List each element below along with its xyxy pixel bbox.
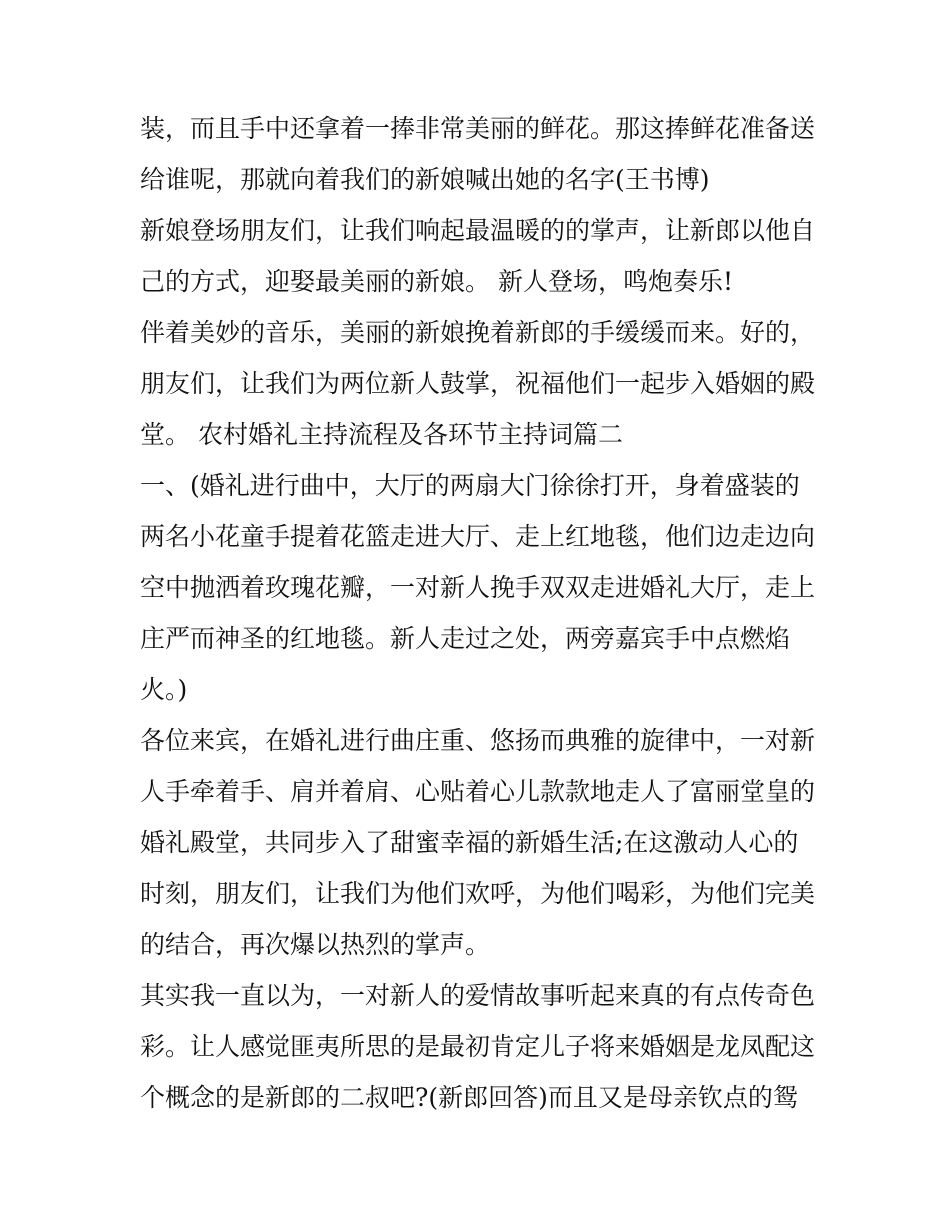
text-line: 伴着美妙的音乐，美丽的新娘挽着新郎的手缓缓而来。好的，: [140, 318, 816, 347]
text-line: 人手牵着手、肩并着肩、心贴着心儿款款地走人了富丽堂皇的: [140, 777, 816, 806]
text-line: 火。): [140, 675, 188, 704]
text-line: 新娘登场朋友们，让我们响起最温暖的的掌声，让新郎以他自: [140, 216, 816, 245]
text-line: 己的方式，迎娶最美丽的新娘。 新人登场，鸣炮奏乐!: [140, 267, 733, 296]
text-line: 时刻，朋友们，让我们为他们欢呼，为他们喝彩，为他们完美: [140, 879, 816, 908]
text-line: 个概念的是新郎的二叔吧?(新郎回答)而且又是母亲钦点的鸳: [140, 1083, 798, 1112]
text-line: 庄严而神圣的红地毯。新人走过之处，两旁嘉宾手中点燃焰: [140, 624, 791, 653]
text-line: 其实我一直以为，一对新人的爱情故事听起来真的有点传奇色: [140, 981, 816, 1010]
text-line: 的结合，再次爆以热烈的掌声。: [140, 930, 491, 959]
text-line: 两名小花童手提着花篮走进大厅、走上红地毯，他们边走边向: [140, 522, 816, 551]
text-line: 装，而且手中还拿着一捧非常美丽的鲜花。那这捧鲜花准备送: [140, 114, 816, 143]
text-line: 朋友们，让我们为两位新人鼓掌，祝福他们一起步入婚姻的殿: [140, 369, 816, 398]
text-line: 婚礼殿堂，共同步入了甜蜜幸福的新婚生活;在这激动人心的: [140, 828, 799, 857]
text-line: 一、(婚礼进行曲中，大厅的两扇大门徐徐打开，身着盛装的: [140, 471, 800, 500]
text-line: 堂。 农村婚礼主持流程及各环节主持词篇二: [140, 420, 623, 449]
text-line: 给谁呢，那就向着我们的新娘喊出她的名字(王书博): [140, 165, 710, 194]
body-text: [140, 103, 820, 1123]
text-line: 彩。让人感觉匪夷所思的是最初肯定儿子将来婚姻是龙凤配这: [140, 1032, 816, 1061]
text-line: 各位来宾，在婚礼进行曲庄重、悠扬而典雅的旋律中，一对新: [140, 726, 816, 755]
text-line: 空中抛洒着玫瑰花瓣，一对新人挽手双双走进婚礼大厅，走上: [140, 573, 816, 602]
